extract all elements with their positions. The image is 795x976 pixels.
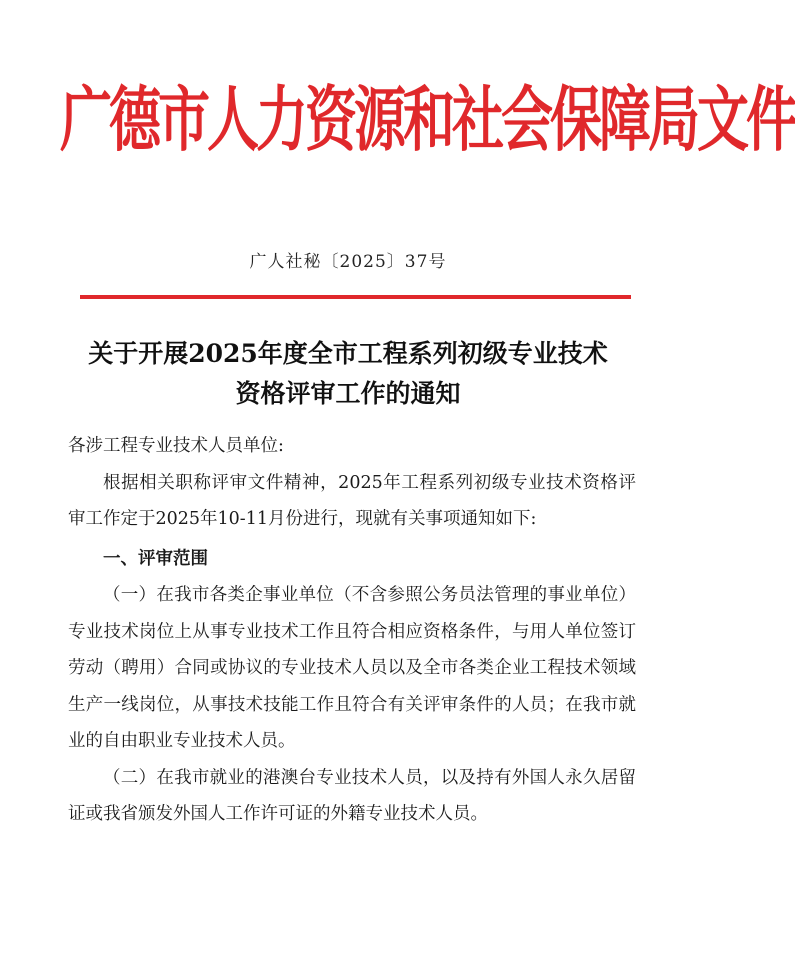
scope-item-1: （一）在我市各类企事业单位（不含参照公务员法管理的事业单位）专业技术岗位上从事专业技术工作且符合相应资格条件，与用人单位签订劳动（聘用）合同或协议的专业技术人员以及全市各类企业工程技术领域生产一线岗位，从事技术技能工作且符合有关评审条件的人员；在我市就业的自由职业专业技术人员。 xyxy=(68,585,636,751)
section-heading-scope: 一、评审范围 xyxy=(103,548,208,569)
document-title xyxy=(40,334,656,414)
document-number: 广人社秘〔2025〕37号 xyxy=(249,252,447,272)
document-title-line-2: 资格评审工作的通知 xyxy=(235,379,461,408)
document-title-line-1: 关于开展2025年度全市工程系列初级专业技术 xyxy=(88,339,608,368)
red-divider-line xyxy=(80,295,631,299)
agency-header-title: 广德市人力资源和社会保障局文件 xyxy=(60,80,795,162)
intro-paragraph: 根据相关职称评审文件精神，2025年工程系列初级专业技术资格评审工作定于2025年10-11月份进行，现就有关事项通知如下: xyxy=(68,472,636,529)
document-body xyxy=(68,428,636,833)
scope-item-2: （二）在我市就业的港澳台专业技术人员，以及持有外国人永久居留证或我省颁发外国人工作许可证的外籍专业技术人员。 xyxy=(68,767,636,824)
salutation: 各涉工程专业技术人员单位: xyxy=(68,436,284,456)
